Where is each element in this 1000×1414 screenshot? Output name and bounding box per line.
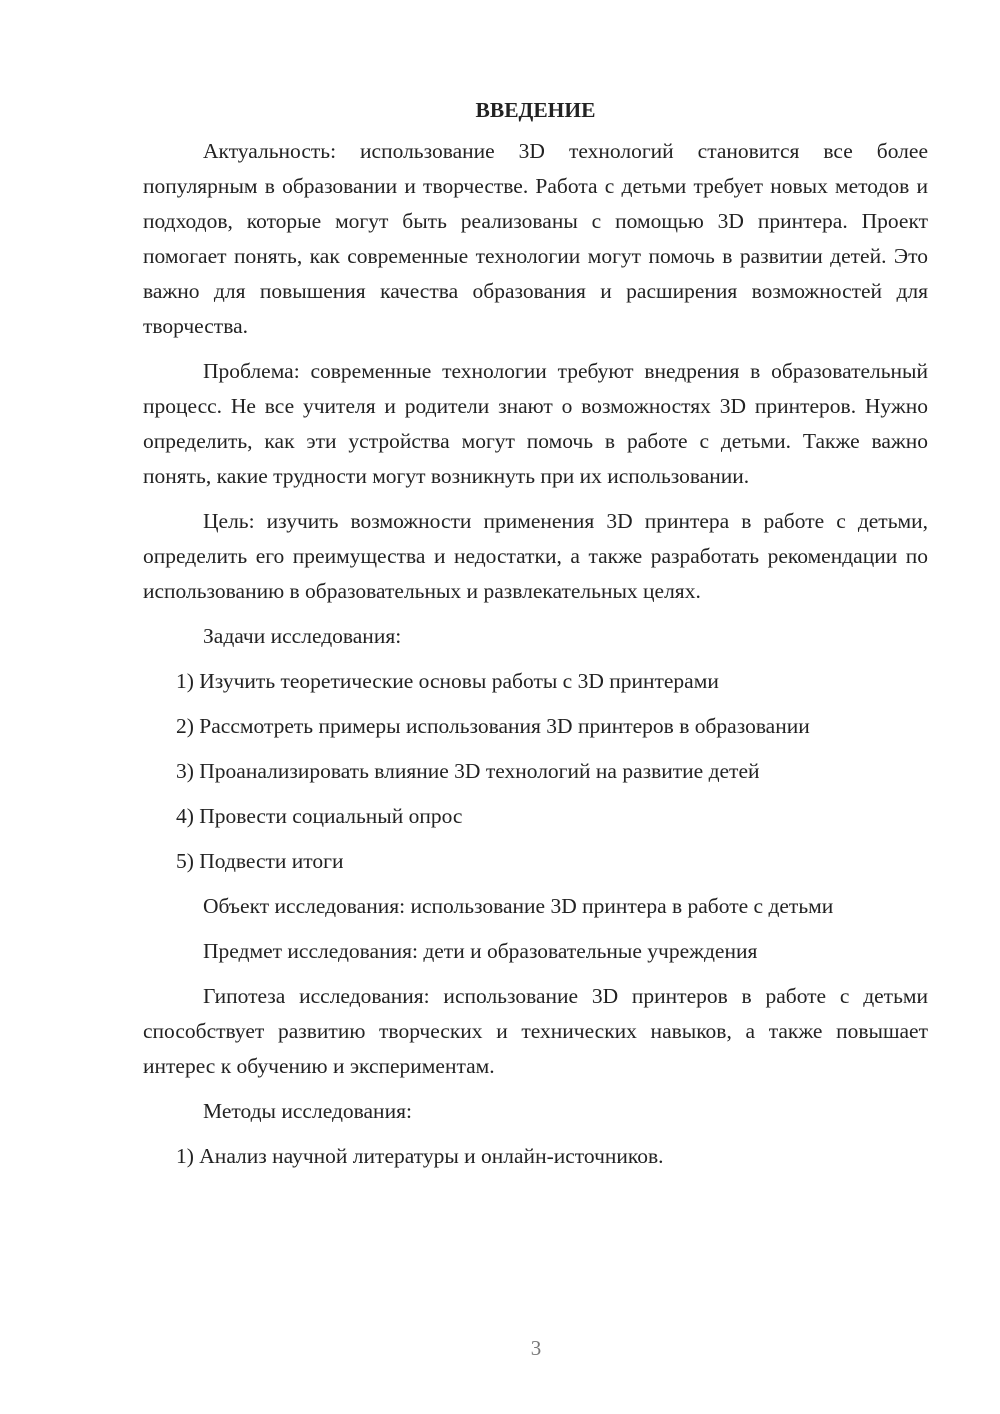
list-item: 3) Проанализировать влияние 3D технологий на развитие детей (176, 759, 760, 783)
page-number: 3 (530, 1336, 542, 1360)
object-paragraph: Объект исследования: использование 3D принтера в работе с детьми (203, 894, 834, 918)
list-item: 1) Анализ научной литературы и онлайн-источников. (176, 1144, 664, 1168)
document-page (143, 95, 928, 1184)
problem-paragraph: Проблема: современные технологии требуют внедрения в образовательный процесс. Не все учителя и родители знают о возможностях 3D принтеров. Нужно определить, как эти устройства могут помочь в работе с детьми. Также важно понять, какие трудности могут возникнуть при их использовании. (143, 359, 928, 488)
relevance-paragraph: Актуальность: использование 3D технологий становится все более популярным в образовании и творчестве. Работа с детьми требует новых методов и подходов, которые могут быть реализованы с помощью 3D принтера. Проект помогает понять, как современные технологии могут помочь в развитии детей. Это важно для повышения качества образования и расширения возможностей для творчества. (143, 139, 928, 338)
list-item: 1) Изучить теоретические основы работы с 3D принтерами (176, 669, 719, 693)
tasks-list (143, 664, 928, 879)
list-item: 4) Провести социальный опрос (176, 804, 463, 828)
methods-heading: Методы исследования: (203, 1099, 412, 1123)
list-item: 5) Подвести итоги (176, 849, 344, 873)
list-item: 2) Рассмотреть примеры использования 3D принтеров в образовании (176, 714, 810, 738)
hypothesis-paragraph: Гипотеза исследования: использование 3D принтеров в работе с детьми способствует развитию творческих и технических навыков, а также повышает интерес к обучению и экспериментам. (143, 984, 928, 1078)
goal-paragraph: Цель: изучить возможности применения 3D принтера в работе с детьми, определить его преимущества и недостатки, а также разработать рекомендации по использованию в образовательных и развлекательных целях. (143, 509, 928, 603)
methods-list (143, 1139, 928, 1174)
page-title: ВВЕДЕНИЕ (475, 98, 596, 122)
subject-paragraph: Предмет исследования: дети и образовательные учреждения (203, 939, 758, 963)
tasks-heading: Задачи исследования: (203, 624, 402, 648)
